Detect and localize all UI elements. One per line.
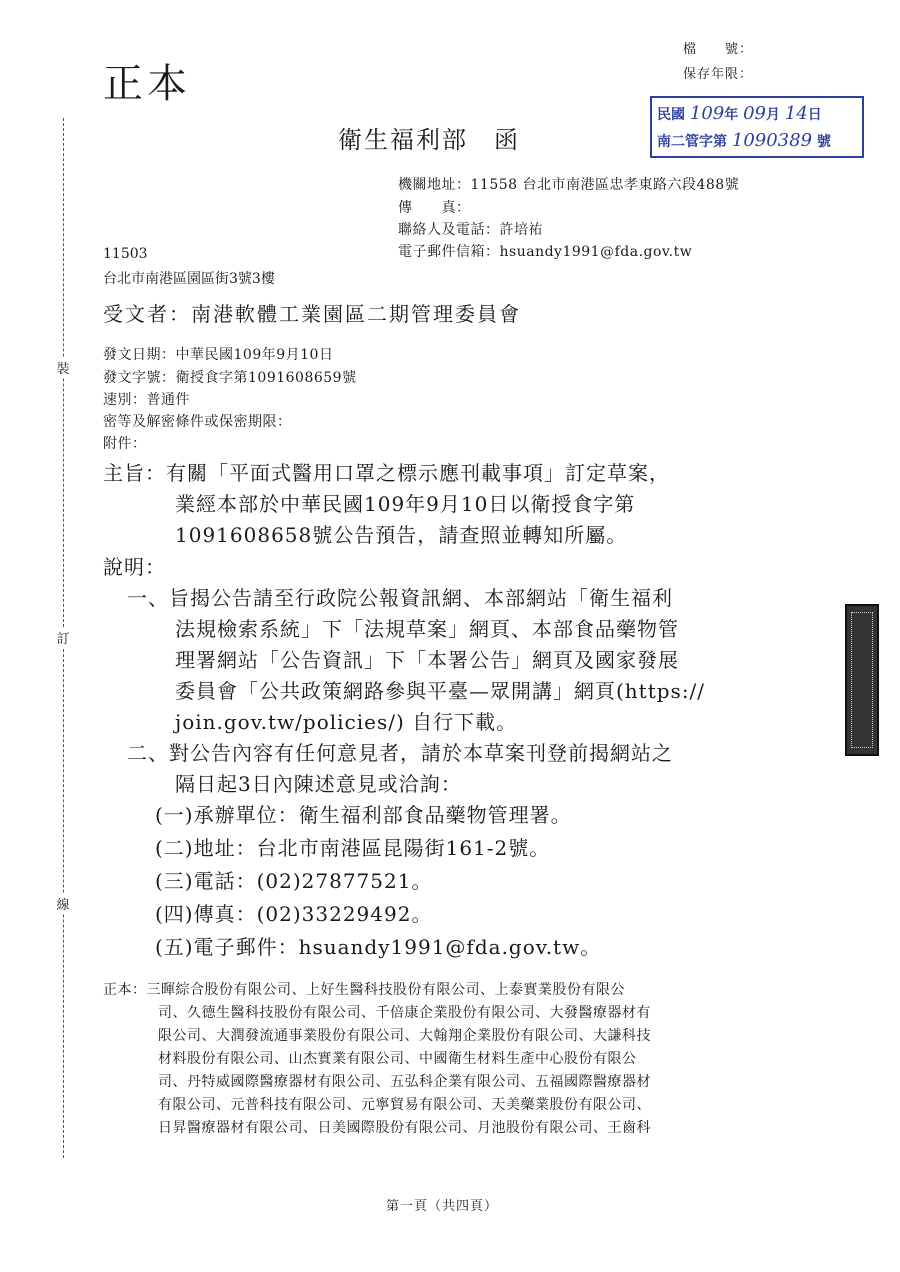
side-seal-mark [845, 604, 879, 756]
recipient-address: 台北市南港區園區街3號3樓 [103, 271, 275, 287]
subject-line-3: 1091608658號公告預告，請查照並轉知所屬。 [175, 523, 628, 547]
cc-line-4: 材料股份有限公司、山杰實業有限公司、中國衛生材料生產中心股份有限公 [158, 1051, 637, 1067]
agency-email: 電子郵件信箱：hsuandy1991@fda.gov.tw [398, 244, 693, 260]
secrecy-level: 密等及解密條件或保密期限： [103, 414, 292, 430]
stamp-month-unit: 月 [766, 107, 781, 123]
item2-line-2: 隔日起3日內陳述意見或洽詢： [175, 772, 462, 796]
stamp-date-row [657, 103, 822, 124]
item1-line-5: join.gov.tw/policies/) 自行下載。 [175, 710, 518, 734]
file-number-label: 檔 號： [683, 42, 754, 57]
agency-fax: 傳 真： [398, 200, 471, 216]
item2-contact-phone: (三)電話：(02)27877521。 [155, 869, 433, 893]
stamp-number-row [657, 130, 831, 151]
item1-line-4: 委員會「公共政策網路參與平臺—眾開講」網頁(https:// [175, 679, 706, 703]
stamp-month: 09 [743, 103, 767, 124]
copy-mark: 正本 [103, 61, 191, 107]
stamp-year-unit: 年 [724, 107, 739, 123]
agency-title: 衛生福利部 函 [338, 126, 520, 154]
subject-line-1: 主旨：有關「平面式醫用口罩之標示應刊載事項」訂定草案， [103, 461, 670, 485]
cc-line-3: 限公司、大潤發流通事業股份有限公司、大翰翔企業股份有限公司、大謙科技 [158, 1028, 651, 1044]
explanation-label: 說明： [103, 555, 166, 579]
item1-line-3: 理署網站「公告資訊」下「本署公告」網頁及國家發展 [175, 648, 679, 672]
issue-date: 發文日期：中華民國109年9月10日 [103, 347, 334, 363]
stamp-prefix: 南二管字第 [657, 134, 727, 150]
subject-line-2: 業經本部於中華民國109年9月10日以衛授食字第 [175, 492, 636, 516]
cc-line-7: 日昇醫療器材有限公司、日美國際股份有限公司、月池股份有限公司、王齒科 [158, 1120, 651, 1136]
reference-number: 發文字號：衛授食字第1091608659號 [103, 370, 357, 386]
recipient-postal-code: 11503 [103, 246, 148, 262]
item2-contact-address: (二)地址：台北市南港區昆陽街161-2號。 [155, 836, 551, 860]
item2-contact-email: (五)電子郵件：hsuandy1991@fda.gov.tw。 [155, 935, 602, 959]
item1-line-2: 法規檢索系統」下「法規草案」網頁、本部食品藥物管 [175, 617, 679, 641]
recipient: 受文者：南港軟體工業園區二期管理委員會 [103, 302, 521, 326]
binding-mark-zhuang: 裝 [53, 358, 73, 377]
stamp-year: 109 [689, 103, 725, 124]
retention-period-label: 保存年限： [683, 67, 754, 82]
cc-line-2: 司、久德生醫科技股份有限公司、千倍康企業股份有限公司、大發醫療器材有 [158, 1005, 651, 1021]
agency-address: 機關地址：11558 台北市南港區忠孝東路六段488號 [398, 177, 740, 193]
stamp-number: 1090389 [731, 130, 813, 151]
agency-contact: 聯絡人及電話：許培祐 [398, 222, 543, 238]
item2-contact-fax: (四)傳真：(02)33229492。 [155, 902, 433, 926]
item2-contact-unit: (一)承辦單位：衛生福利部食品藥物管理署。 [155, 803, 572, 827]
stamp-era: 民國 [657, 107, 685, 123]
attachments: 附件： [103, 436, 147, 452]
binding-mark-xian: 線 [53, 894, 73, 913]
binding-mark-ding: 訂 [53, 628, 73, 647]
stamp-number-unit: 號 [816, 134, 831, 150]
receipt-stamp [650, 96, 864, 158]
stamp-day: 14 [784, 103, 808, 124]
cc-line-5: 司、丹特威國際醫療器材有限公司、五弘科企業有限公司、五福國際醫療器材 [158, 1074, 651, 1090]
cc-line-6: 有限公司、元普科技有限公司、元寧貿易有限公司、天美藥業股份有限公司、 [158, 1097, 651, 1113]
item1-line-1: 一、旨揭公告請至行政院公報資訊網、本部網站「衛生福利 [127, 586, 673, 610]
cc-line-1: 正本：三暉綜合股份有限公司、上好生醫科技股份有限公司、上泰實業股份有限公 [103, 982, 625, 998]
urgency: 速別：普通件 [103, 392, 190, 408]
item2-line-1: 二、對公告內容有任何意見者，請於本草案刊登前揭網站之 [127, 741, 673, 765]
page-footer: 第一頁（共四頁） [386, 1199, 499, 1214]
stamp-day-unit: 日 [807, 107, 822, 123]
